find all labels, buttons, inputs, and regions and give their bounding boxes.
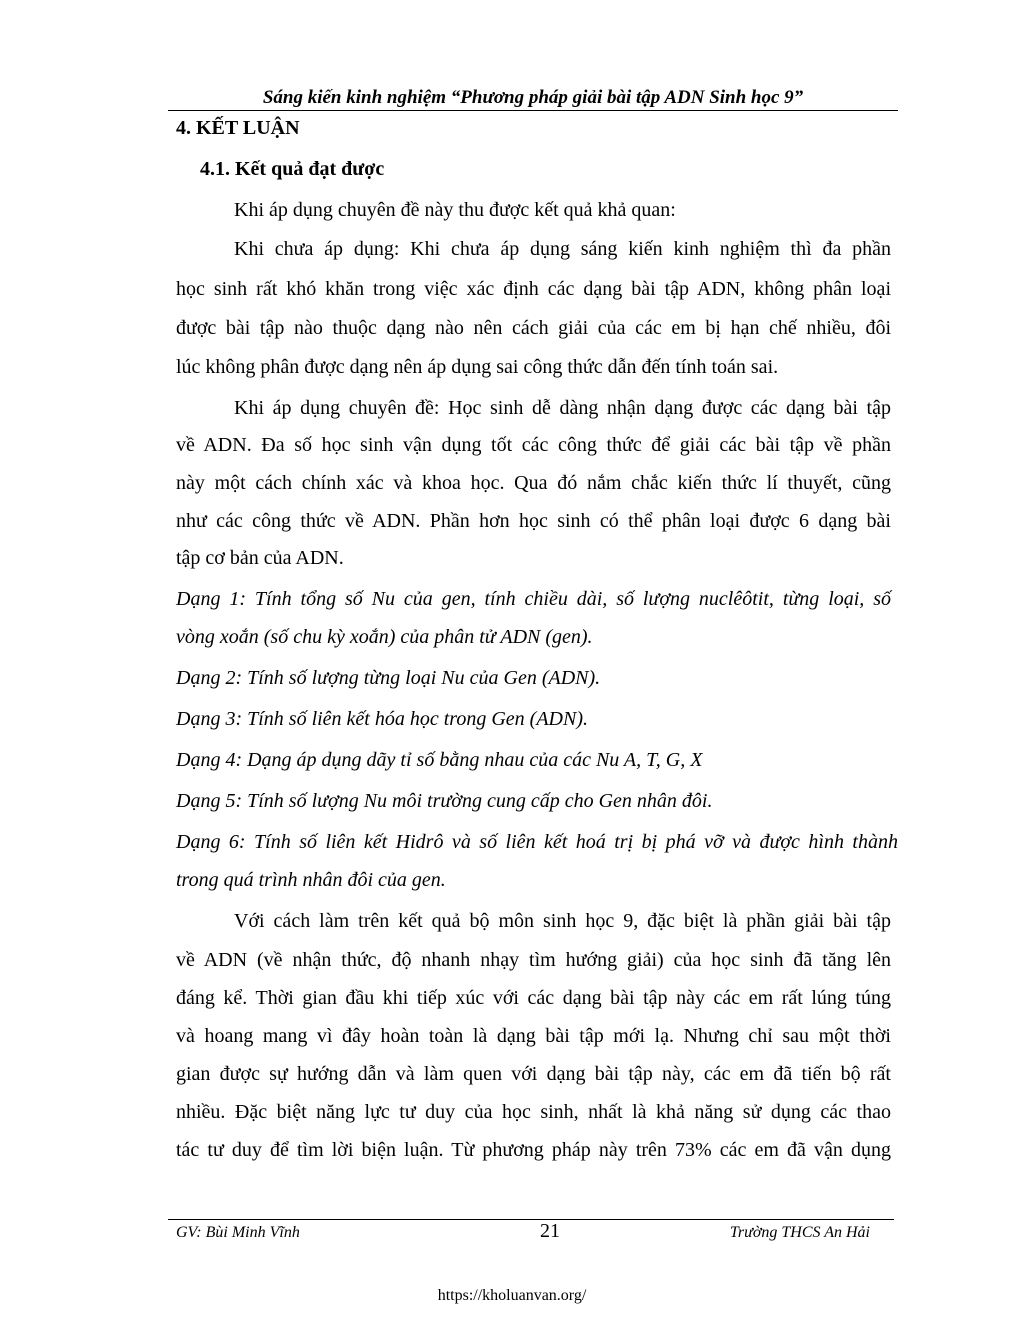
- paragraph-line: gian được sự hướng dẫn và làm quen với dạng bài tập này, các em đã tiến bộ rất: [176, 1063, 891, 1085]
- subsection-heading: 4.1. Kết quả đạt được: [200, 158, 385, 180]
- paragraph-line: tác tư duy để tìm lời biện luận. Từ phương pháp này trên 73% các em đã vận dụng: [176, 1139, 891, 1161]
- type-list-item: Dạng 4: Dạng áp dụng dãy tỉ số bằng nhau của các Nu A, T, G, X: [176, 749, 703, 771]
- type-list-item: Dạng 5: Tính số lượng Nu môi trường cung cấp cho Gen nhân đôi.: [176, 790, 713, 812]
- paragraph-line: này một cách chính xác và khoa học. Qua đó nắm chắc kiến thức lí thuyết, cũng: [176, 472, 891, 494]
- header-title: Sáng kiến kinh nghiệm “Phương pháp giải bài tập ADN Sinh học 9”: [262, 87, 804, 108]
- type-list-item: Dạng 3: Tính số liên kết hóa học trong Gen (ADN).: [176, 708, 588, 730]
- paragraph-line: về ADN. Đa số học sinh vận dụng tốt các công thức để giải các bài tập về phần: [176, 434, 891, 456]
- type-list-item: trong quá trình nhân đôi của gen.: [176, 869, 446, 891]
- page-number: 21: [540, 1220, 560, 1242]
- footer-school: Trường THCS An Hải: [729, 1224, 870, 1241]
- paragraph-line: học sinh rất khó khăn trong việc xác định các dạng bài tập ADN, không phân loại: [176, 278, 891, 300]
- paragraph-line: tập cơ bản của ADN.: [176, 547, 344, 569]
- paragraph-line: như các công thức về ADN. Phần hơn học sinh có thể phân loại được 6 dạng bài: [176, 510, 891, 532]
- header-divider: [168, 110, 898, 111]
- paragraph-line: được bài tập nào thuộc dạng nào nên cách giải của các em bị hạn chế nhiều, đôi: [176, 317, 891, 339]
- paragraph-line: lúc không phân được dạng nên áp dụng sai công thức dẫn đến tính toán sai.: [176, 356, 779, 378]
- paragraph-line: Với cách làm trên kết quả bộ môn sinh học 9, đặc biệt là phần giải bài tập: [234, 910, 891, 932]
- paragraph-line: về ADN (về nhận thức, độ nhanh nhạy tìm hướng giải) của học sinh đã tăng lên: [176, 949, 891, 971]
- source-url[interactable]: https://kholuanvan.org/: [437, 1287, 587, 1304]
- paragraph-line: Khi áp dụng chuyên đề: Học sinh dễ dàng nhận dạng được các dạng bài tập: [234, 397, 891, 419]
- paragraph-line: và hoang mang vì đây hoàn toàn là dạng bài tập mới lạ. Nhưng chỉ sau một thời: [176, 1025, 891, 1047]
- paragraph-line: nhiều. Đặc biệt năng lực tư duy của học sinh, nhất là khả năng sử dụng các thao: [176, 1101, 891, 1123]
- type-list-item: Dạng 6: Tính số liên kết Hidrô và số liên kết hoá trị bị phá vỡ và được hình thành: [176, 831, 898, 853]
- paragraph-line: đáng kể. Thời gian đầu khi tiếp xúc với các dạng bài tập này các em rất lúng túng: [176, 987, 891, 1009]
- type-list-item: Dạng 2: Tính số lượng từng loại Nu của Gen (ADN).: [176, 667, 601, 689]
- type-list-item: vòng xoắn (số chu kỳ xoắn) của phân tử ADN (gen).: [176, 626, 593, 648]
- footer-author: GV: Bùi Minh Vĩnh: [176, 1224, 300, 1241]
- section-heading: 4. KẾT LUẬN: [176, 117, 300, 139]
- paragraph-line: Khi áp dụng chuyên đề này thu được kết quả khả quan:: [234, 199, 676, 221]
- type-list-item: Dạng 1: Tính tổng số Nu của gen, tính chiều dài, số lượng nuclêôtit, từng loại, số: [176, 588, 891, 610]
- paragraph-line: Khi chưa áp dụng: Khi chưa áp dụng sáng kiến kinh nghiệm thì đa phần: [234, 238, 891, 260]
